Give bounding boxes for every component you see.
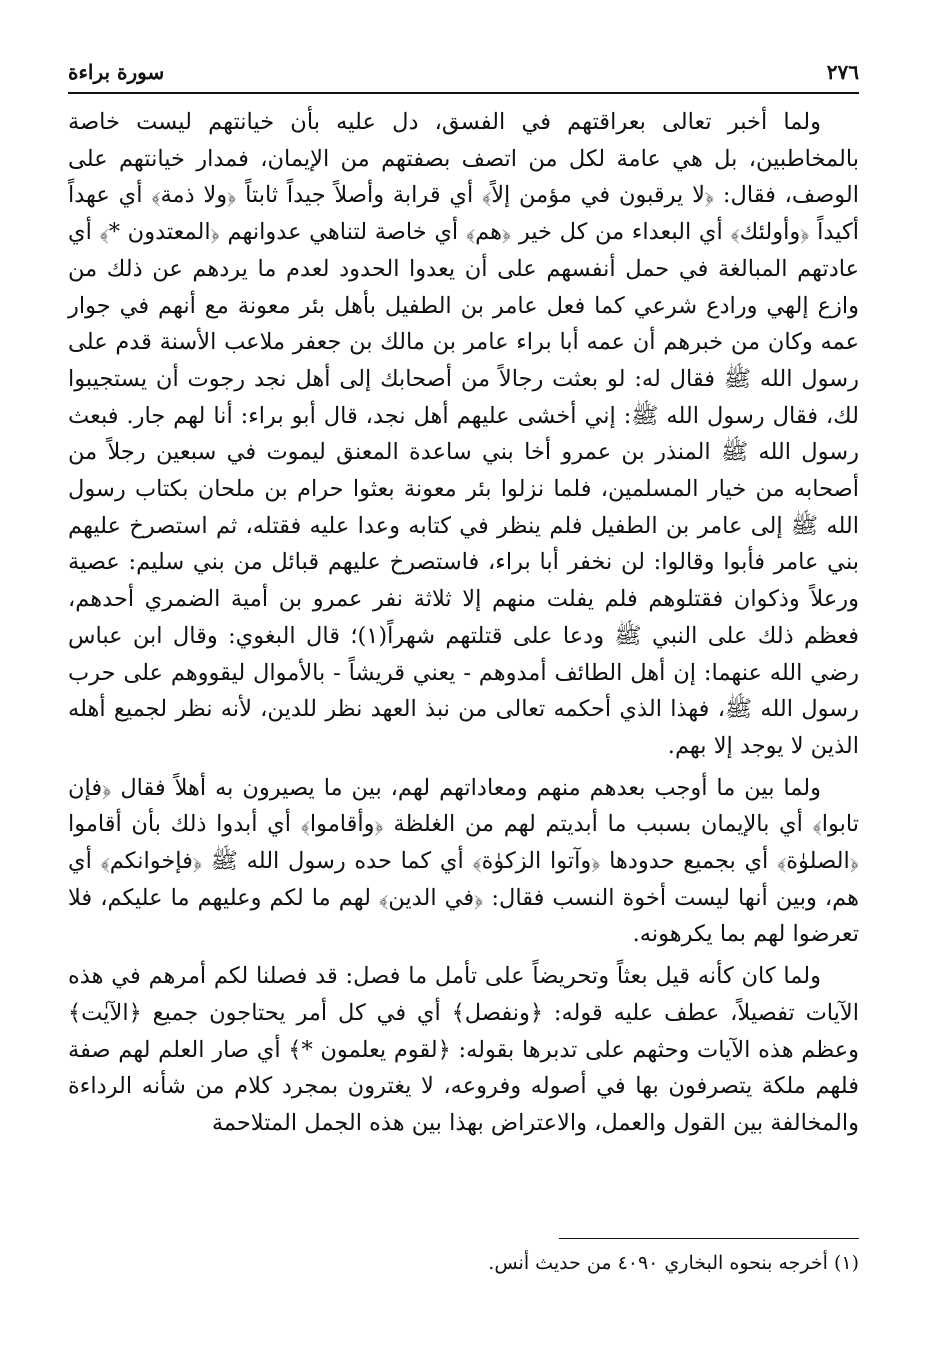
surah-title: سورة براءة <box>68 60 165 84</box>
paragraph-2: ولما بين ما أوجب بعدهم منهم ومعاداتهم لهم، بين ما يصيرون به أهلاً فقال ﴿فإن تابوا﴾ أي بالإيمان بسبب ما أبديتم لهم من الغلظة ﴿وأقاموا﴾ أي أبدوا ذلك بأن أقاموا ﴿الصلوٰة﴾ أي بجميع حدودها ﴿وآتوا الزكوٰة﴾ أي كما حده رسول الله ﷺ ﴿فإخوانكم﴾ أي هم، وبين أنها ليست أخوة النسب فقال: ﴿في الدين﴾ لهم ما لكم وعليهم ما عليكم، فلا تعرضوا لهم بما يكرهونه. <box>68 774 859 948</box>
paragraph-1: ولما أخبر تعالى بعراقتهم في الفسق، دل عليه بأن خيانتهم ليست خاصة بالمخاطبين، بل هي عامة لكل من اتصف بصفتهم من الإيمان، فمدار خيانتهم على الوصف، فقال: ﴿لا يرقبون في مؤمن إلاً﴾ أي قرابة وأصلاً جيداً ثابتاً ﴿ولا ذمة﴾ أي عهداً أكيداً ﴿وأولئك﴾ أي البعداء من كل خير ﴿هم﴾ أي خاصة لتناهي عدوانهم ﴿المعتدون *﴾ أي عادتهم المبالغة في حمل أنفسهم على أن يعدوا الحدود لعدم ما يردهم عن ذلك من وازع إلهي ورادع شرعي كما فعل عامر بن الطفيل بأهل بئر معونة مع أنهم في جوار عمه وكان من خبرهم أن عمه أبا براء عامر بن مالك بن جعفر ملاعب الأسنة قدم على رسول الله ﷺ فقال له: لو بعثت رجالاً من أصحابك إلى أهل نجد رجوت أن يستجيبوا لك، فقال رسول الله ﷺ: إني أخشى عليهم أهل نجد، قال أبو براء: أنا لهم جار. فبعث رسول الله ﷺ المنذر بن عمرو أخا بني ساعدة المعنق ليموت في سبعين رجلاً من أصحابه من خيار المسلمين، فلما نزلوا بئر معونة بعثوا حرام بن ملحان بكتاب رسول الله ﷺ إلى عامر بن الطفيل فلم ينظر في كتابه وعدا عليه فقتله، ثم استصرخ عليهم بني عامر فأبوا وقالوا: لن نخفر أبا براء، فاستصرخ عليهم قبائل من بني سليم: عصية ورعلاً وذكوان فقتلوهم فلم يفلت منهم إلا ثلاثة نفر عمرو بن أمية الضمري أحدهم، فعظم ذلك على النبي ﷺ ودعا على قتلتهم شهراً(١)؛ قال البغوي: وقال ابن عباس رضي الله عنهما: إن أهل الطائف أمدوهم - يعني قريشاً - بالأموال ليقووهم على حرب رسول الله ﷺ، فهذا الذي أحكمه تعالى من نبذ العهد نظر للدين، لأنه نظر لجميع أهله الذين لا يوجد إلا بهم. <box>68 109 860 759</box>
main-text <box>68 104 859 1147</box>
footnote: (١) أخرجه بنحوه البخاري ٤٠٩٠ من حديث أنس. <box>488 1252 859 1274</box>
paragraph-3: ولما كان كأنه قيل بعثاً وتحريضاً على تأمل ما فصل: قد فصلنا لكم أمرهم في هذه الآيات تفصيلاً، عطف عليه قوله: ﴿ونفصل﴾ أي في كل أمر يحتاجون جميع ﴿الآيٰت﴾ وعظم هذه الآيات وحثهم على تدبرها بقوله: ﴿لقوم يعلمون *﴾ أي صار العلم لهم صفة فلهم ملكة يتصرفون بها في أصوله وفروعه، لا يغترون بمجرد كلام من شأنه الرداءة والمخالفة بين القول والعمل، والاعتراض بهذا بين هذه الجمل المتلاحمة <box>68 963 859 1136</box>
page-number: ٢٧٦ <box>826 60 859 84</box>
page-header <box>68 58 859 94</box>
footnote-divider <box>559 1238 859 1239</box>
